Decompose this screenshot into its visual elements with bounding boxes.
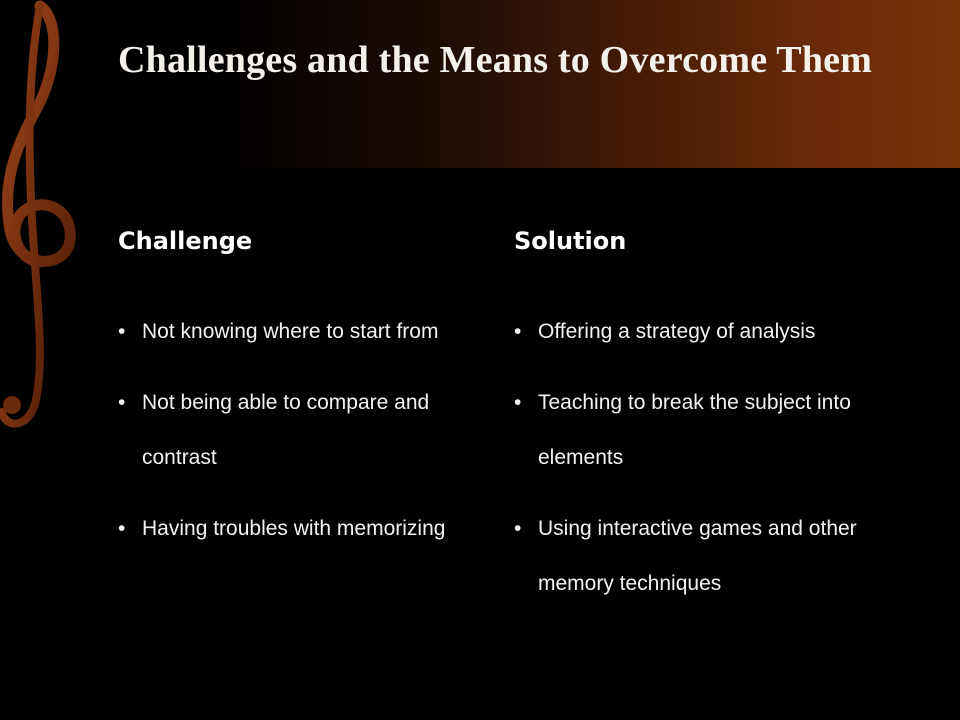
solution-item [514,501,859,611]
solution-list [514,304,859,627]
challenge-item [118,304,448,359]
challenge-item-text: Not knowing where to start from [142,320,439,343]
solution-heading: Solution [514,227,627,255]
slide-title: Challenges and the Means to Overcome Them [118,39,873,81]
bullet-icon: • [514,320,522,343]
solution-item-text: Teaching to break the subject into elements [538,391,851,469]
treble-clef-icon [0,0,96,440]
challenge-item-text: Not being able to compare and contrast [142,391,430,469]
solution-item-text: Using interactive games and other memory techniques [538,517,857,595]
challenge-item [118,375,448,485]
bullet-icon: • [118,391,126,414]
challenge-list [118,304,448,572]
bullet-icon: • [118,320,126,343]
bullet-icon: • [118,517,126,540]
challenge-item [118,501,448,556]
challenge-heading: Challenge [118,227,253,255]
solution-item-text: Offering a strategy of analysis [538,320,816,343]
bullet-icon: • [514,517,522,540]
bullet-icon: • [514,391,522,414]
solution-item [514,304,859,359]
challenge-item-text: Having troubles with memorizing [142,517,446,540]
header-gradient-band [0,0,960,168]
solution-item [514,375,859,485]
